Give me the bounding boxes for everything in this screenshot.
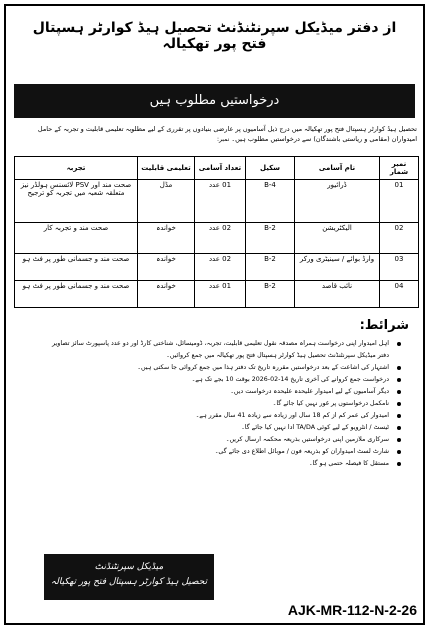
- cell-qualification: خواندہ: [138, 223, 195, 254]
- conditions-title: شرائط:: [359, 318, 409, 333]
- cell-count: 01 عدد: [195, 180, 246, 223]
- cell-serial: 02: [380, 223, 419, 254]
- cell-experience: صحت مند اور PSV لائسنس ہولڈر نیز متعلقہ شعبہ میں تجربہ کو ترجیح: [15, 180, 138, 223]
- intro-ref: نمبر:: [216, 136, 230, 143]
- cell-experience: صحت مند و تجربہ کار: [15, 223, 138, 254]
- cell-experience: صحت مند و جسمانی طور پر فٹ ہو: [15, 281, 138, 308]
- list-item: دیگر آسامیوں کے لیے امیدوار علیحدہ علیحدہ درخواست دیں۔: [41, 386, 401, 398]
- signature-stamp: [44, 554, 214, 600]
- header-qualification: تعلیمی قابلیت: [138, 157, 195, 180]
- list-item: امیدوار کی عمر کم از کم 18 سال اور زیادہ سے زیادہ 41 سال مقرر ہے۔: [41, 410, 401, 422]
- cell-qualification: مڈل: [138, 180, 195, 223]
- cell-count: 01 عدد: [195, 281, 246, 308]
- header-scale: سکیل: [246, 157, 295, 180]
- table-header-row: [15, 157, 419, 180]
- header-serial: نمبر شمار: [380, 157, 419, 180]
- applications-wanted-banner: درخواستیں مطلوب ہیں: [14, 84, 415, 118]
- cell-experience: صحت مند و جسمانی طور پر فٹ ہو: [15, 254, 138, 281]
- cell-post: الیکٹریشن: [295, 223, 380, 254]
- intro-text: تحصیل ہیڈ کوارٹر ہسپتال فتح پور تھکیالہ میں درج ذیل آسامیوں پر عارضی بنیادوں پر تقرری کے لیے مطلوبہ تعلیمی قابلیت و تجربہ کے حامل امیدواران (مقامی و ریاستی باشندگان) سے درخواستیں مطلوب ہیں۔: [37, 125, 417, 143]
- list-item: مستقل کا فیصلہ حتمی ہو گا۔: [41, 458, 401, 470]
- list-item: ٹیسٹ / انٹرویو کے لیے کوئی TA/DA ادا نہیں کیا جائے گا۔: [41, 422, 401, 434]
- table-row: [15, 281, 419, 308]
- header-count: تعداد آسامی: [195, 157, 246, 180]
- list-item: شارٹ لسٹ امیدواران کو بذریعہ فون / موبائل اطلاع دی جائے گی۔: [41, 446, 401, 458]
- list-item: سرکاری ملازمین اپنی درخواستیں بذریعہ محکمہ ارسال کریں۔: [41, 434, 401, 446]
- cell-post: ڈرائیور: [295, 180, 380, 223]
- advertisement-page: [4, 4, 425, 625]
- cell-serial: 01: [380, 180, 419, 223]
- table-row: [15, 254, 419, 281]
- cell-post: وارڈ بوائے / سینیٹری ورکر: [295, 254, 380, 281]
- posts-table: [14, 156, 419, 308]
- header-title: از دفتر میڈیکل سپرنٹنڈنٹ تحصیل ہیڈ کوارٹر ہسپتال فتح پور تھکیالہ: [32, 20, 397, 52]
- list-item: درخواست جمع کروانے کی آخری تاریخ 14-02-2026 بوقت 10 بجے تک ہے۔: [41, 374, 401, 386]
- table-row: [15, 180, 419, 223]
- cell-scale: B-2: [246, 223, 295, 254]
- reference-code: AJK-MR-112-N-2-26: [287, 602, 417, 618]
- list-item: اہل امیدوار اپنی درخواست ہمراہ مصدقہ نقول تعلیمی قابلیت، تجربہ، ڈومیسائل، شناختی کارڈ اور دو عدد پاسپورٹ سائز تصاویر دفتر میڈیکل سپرنٹنڈنٹ تحصیل ہیڈ کوارٹر ہسپتال فتح پور تھکیالہ میں جمع کروائیں۔: [41, 338, 401, 362]
- cell-qualification: خواندہ: [138, 254, 195, 281]
- conditions-list: [41, 338, 415, 470]
- signature-line-1: میڈیکل سپرنٹنڈنٹ: [94, 562, 164, 572]
- cell-count: 02 عدد: [195, 254, 246, 281]
- header-experience: تجربہ: [15, 157, 138, 180]
- signature-line-2: تحصیل ہیڈ کوارٹر ہسپتال فتح پور تھکیالہ: [50, 577, 208, 587]
- cell-count: 02 عدد: [195, 223, 246, 254]
- list-item: نامکمل درخواستوں پر غور نہیں کیا جائے گا۔: [41, 398, 401, 410]
- header-post: نام آسامی: [295, 157, 380, 180]
- cell-scale: B-2: [246, 254, 295, 281]
- cell-serial: 04: [380, 281, 419, 308]
- cell-serial: 03: [380, 254, 419, 281]
- cell-scale: B-4: [246, 180, 295, 223]
- list-item: اشتہار کی اشاعت کے بعد درخواستیں مقررہ تاریخ تک دفتر ہذا میں جمع کروائی جا سکتی ہیں۔: [41, 362, 401, 374]
- cell-post: نائب قاصد: [295, 281, 380, 308]
- cell-scale: B-2: [246, 281, 295, 308]
- intro-paragraph: [12, 124, 417, 145]
- cell-qualification: خواندہ: [138, 281, 195, 308]
- table-row: [15, 223, 419, 254]
